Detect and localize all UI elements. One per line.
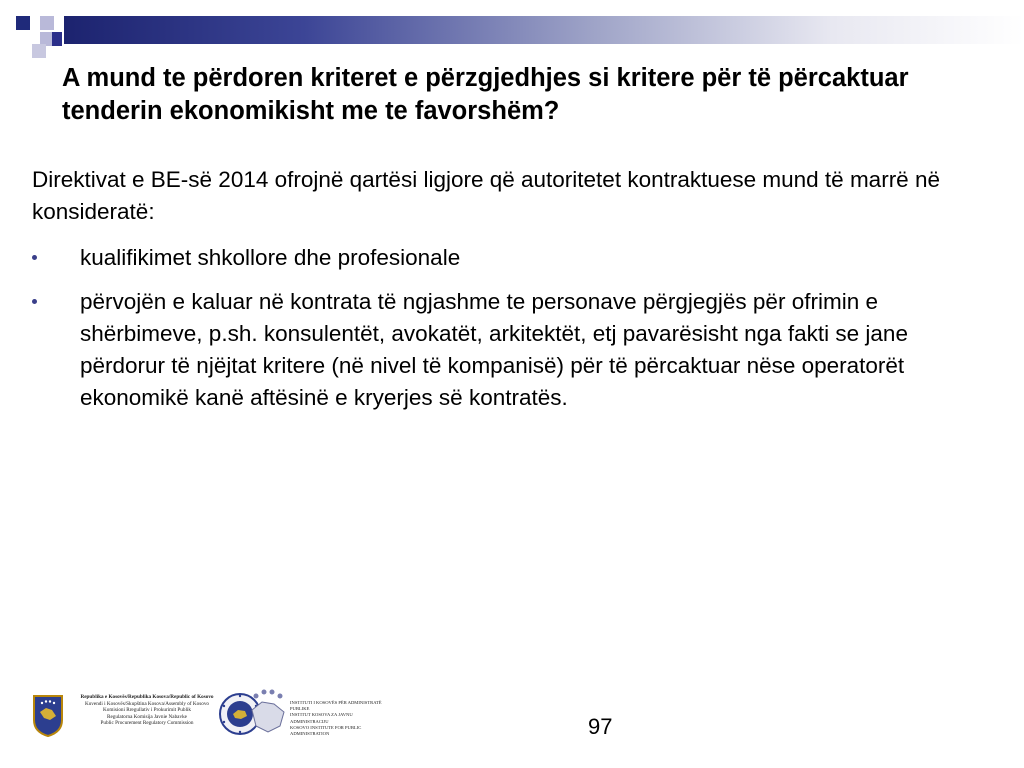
slide-title: A mund te përdoren kriteret e përzgjedhjes si kritere për të përcaktuar tenderin ekonomikisht me te favorshëm?	[62, 64, 909, 125]
intro-text: Direktivat e BE-së 2014 ofrojnë qartësi ligjore që autoritetet kontraktuese mund të marrë në konsideratë:	[32, 167, 940, 224]
decor-square-6	[32, 44, 46, 58]
bullet-list	[32, 242, 982, 414]
commission-line: Kuvendi i Kosovës/Skupština Kosova/Assembly of Kosovo	[84, 700, 210, 707]
bullet-item	[32, 286, 982, 414]
commission-line: Regulatorna Komisija Javnie Nabavke	[107, 713, 187, 720]
institute-line: INSTITUT KOSOVA ZA JAVNU ADMINISTRACIJU	[290, 712, 353, 724]
commission-text	[72, 694, 222, 727]
decor-square-5	[52, 32, 62, 46]
institute-line: INSTITUTI I KOSOVËS PËR ADMINISTRATË PUBLIKE	[290, 700, 382, 712]
slide-body	[32, 164, 982, 426]
page-number: 97	[588, 714, 613, 739]
kosovo-shield-logo	[32, 694, 64, 738]
bullet-icon	[32, 299, 37, 304]
footer-logos	[28, 686, 388, 746]
commission-line: Komisioni Rregullativ i Prokurimit Publik	[103, 707, 191, 714]
commission-line: Republika e Kosovës/Republika Kosova/Republic of Kosovo	[80, 694, 214, 700]
institute-text	[290, 700, 382, 737]
header-gradient-band	[64, 16, 1024, 44]
decor-square-1	[16, 16, 30, 30]
institute-line: KOSOVO INSTITUTE FOR PUBLIC ADMINISTRATION	[290, 724, 362, 737]
bullet-text: kualifikimet shkollore dhe profesionale	[80, 245, 461, 270]
bullet-item	[32, 242, 982, 274]
bullet-icon	[32, 255, 37, 260]
bullet-text: përvojën e kaluar në kontrata të ngjashme te personave përgjegjës për ofrimin e shërbimeve, p.sh. konsulentët, avokatët, arkitektët, etj pavarësisht nga fakti se jane përdorur të njëjtat kritere (në nivel të kompanisë) për të përcaktuar nëse operatorët ekonomikë kanë aftësinë e kryerjes së kontratës.	[80, 289, 908, 410]
commission-line: Public Procurement Regulatory Commission	[100, 720, 194, 727]
decor-square-2	[40, 16, 54, 30]
